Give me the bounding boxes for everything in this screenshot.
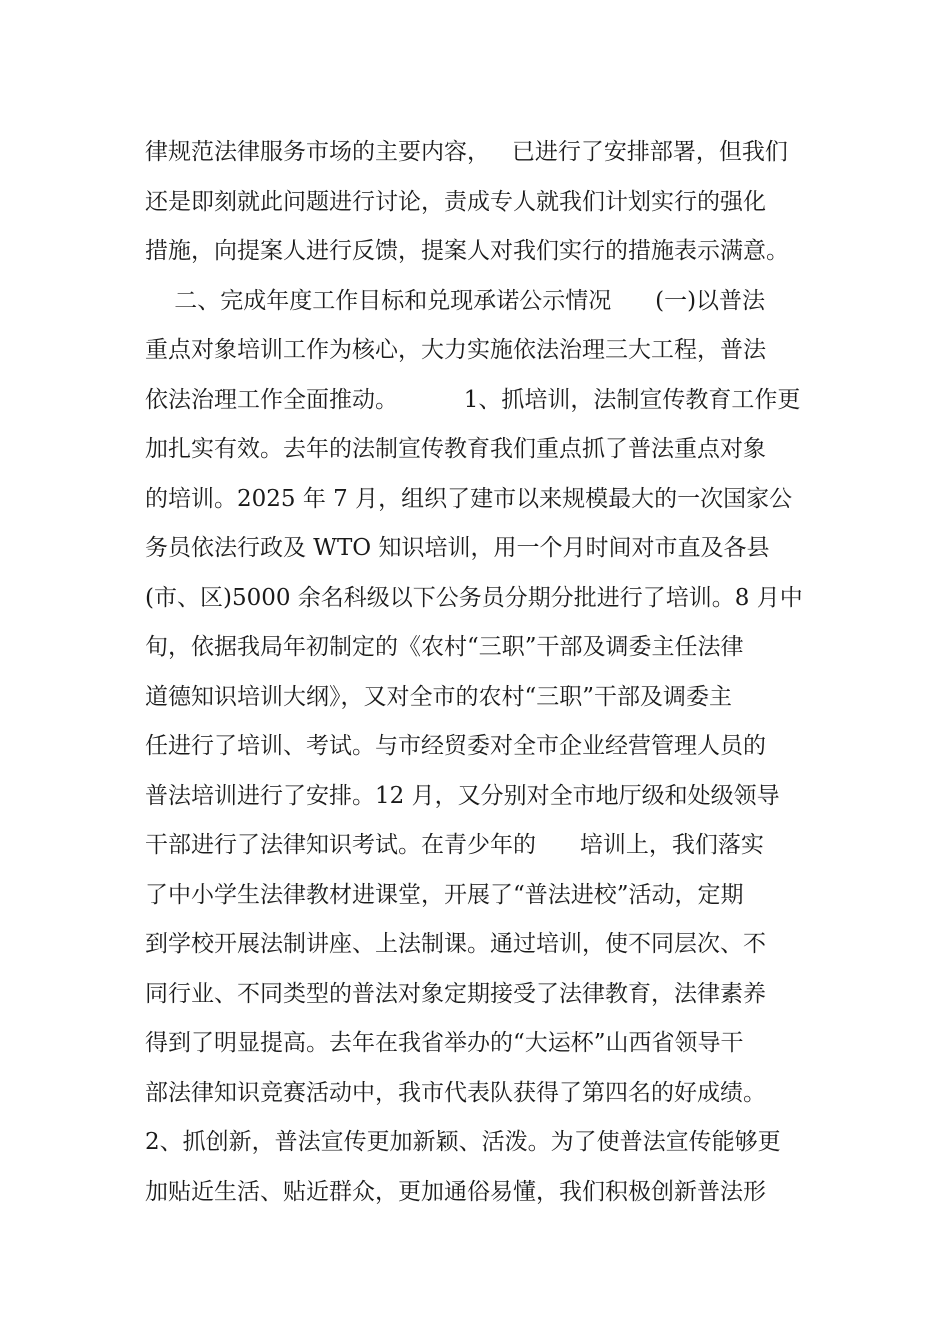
text-line: 得到了明显提高。去年在我省举办的“大运杯”山西省领导干 bbox=[145, 1030, 744, 1056]
text-line: 二、完成年度工作目标和兑现承诺公示情况 (一)以普法 bbox=[145, 287, 766, 314]
text-line: 加扎实有效。去年的法制宣传教育我们重点抓了普法重点对象 bbox=[145, 436, 766, 462]
text-line: 道德知识培训大纲》，又对全市的农村“三职”干部及调委主 bbox=[145, 683, 733, 710]
text-line: 旬，依据我局年初制定的《农村“三职”干部及调委主任法律 bbox=[145, 634, 744, 660]
text-line: 干部进行了法律知识考试。在青少年的 培训上，我们落实 bbox=[145, 832, 764, 858]
text-line: 措施，向提案人进行反馈，提案人对我们实行的措施表示满意。 bbox=[145, 238, 789, 264]
text-line: 依法治理工作全面推动。 1、抓培训，法制宣传教育工作更 bbox=[145, 386, 801, 413]
text-line: 加贴近生活、贴近群众，更加通俗易懂，我们积极创新普法形 bbox=[145, 1178, 766, 1205]
text-line: 同行业、不同类型的普法对象定期接受了法律教育，法律素养 bbox=[145, 980, 766, 1007]
text-line: 的培训。2025 年 7 月，组织了建市以来规模最大的一次国家公 bbox=[145, 485, 793, 512]
text-line: 律规范法律服务市场的主要内容， 已进行了安排部署，但我们 bbox=[145, 139, 788, 165]
text-line: 到学校开展法制讲座、上法制课。通过培训，使不同层次、不 bbox=[145, 931, 766, 957]
body-text bbox=[145, 128, 815, 1217]
text-line: 还是即刻就此问题进行讨论，责成专人就我们计划实行的强化 bbox=[145, 188, 766, 215]
text-line: 了中小学生法律教材进课堂，开展了“普法进校”活动，定期 bbox=[145, 881, 744, 908]
text-line: (市、区)5000 余名科级以下公务员分期分批进行了培训。8 月中 bbox=[145, 584, 803, 611]
text-line: 部法律知识竞赛活动中，我市代表队获得了第四名的好成绩。 bbox=[145, 1079, 766, 1106]
text-line: 2、抓创新，普法宣传更加新颖、活泼。为了使普法宣传能够更 bbox=[145, 1129, 781, 1155]
text-line: 任进行了培训、考试。与市经贸委对全市企业经营管理人员的 bbox=[145, 733, 766, 759]
text-line: 重点对象培训工作为核心，大力实施依法治理三大工程，普法 bbox=[145, 337, 766, 363]
text-line: 普法培训进行了安排。12 月，又分别对全市地厅级和处级领导 bbox=[145, 782, 780, 809]
text-line: 务员依法行政及 WTO 知识培训，用一个月时间对市直及各县 bbox=[145, 535, 770, 561]
